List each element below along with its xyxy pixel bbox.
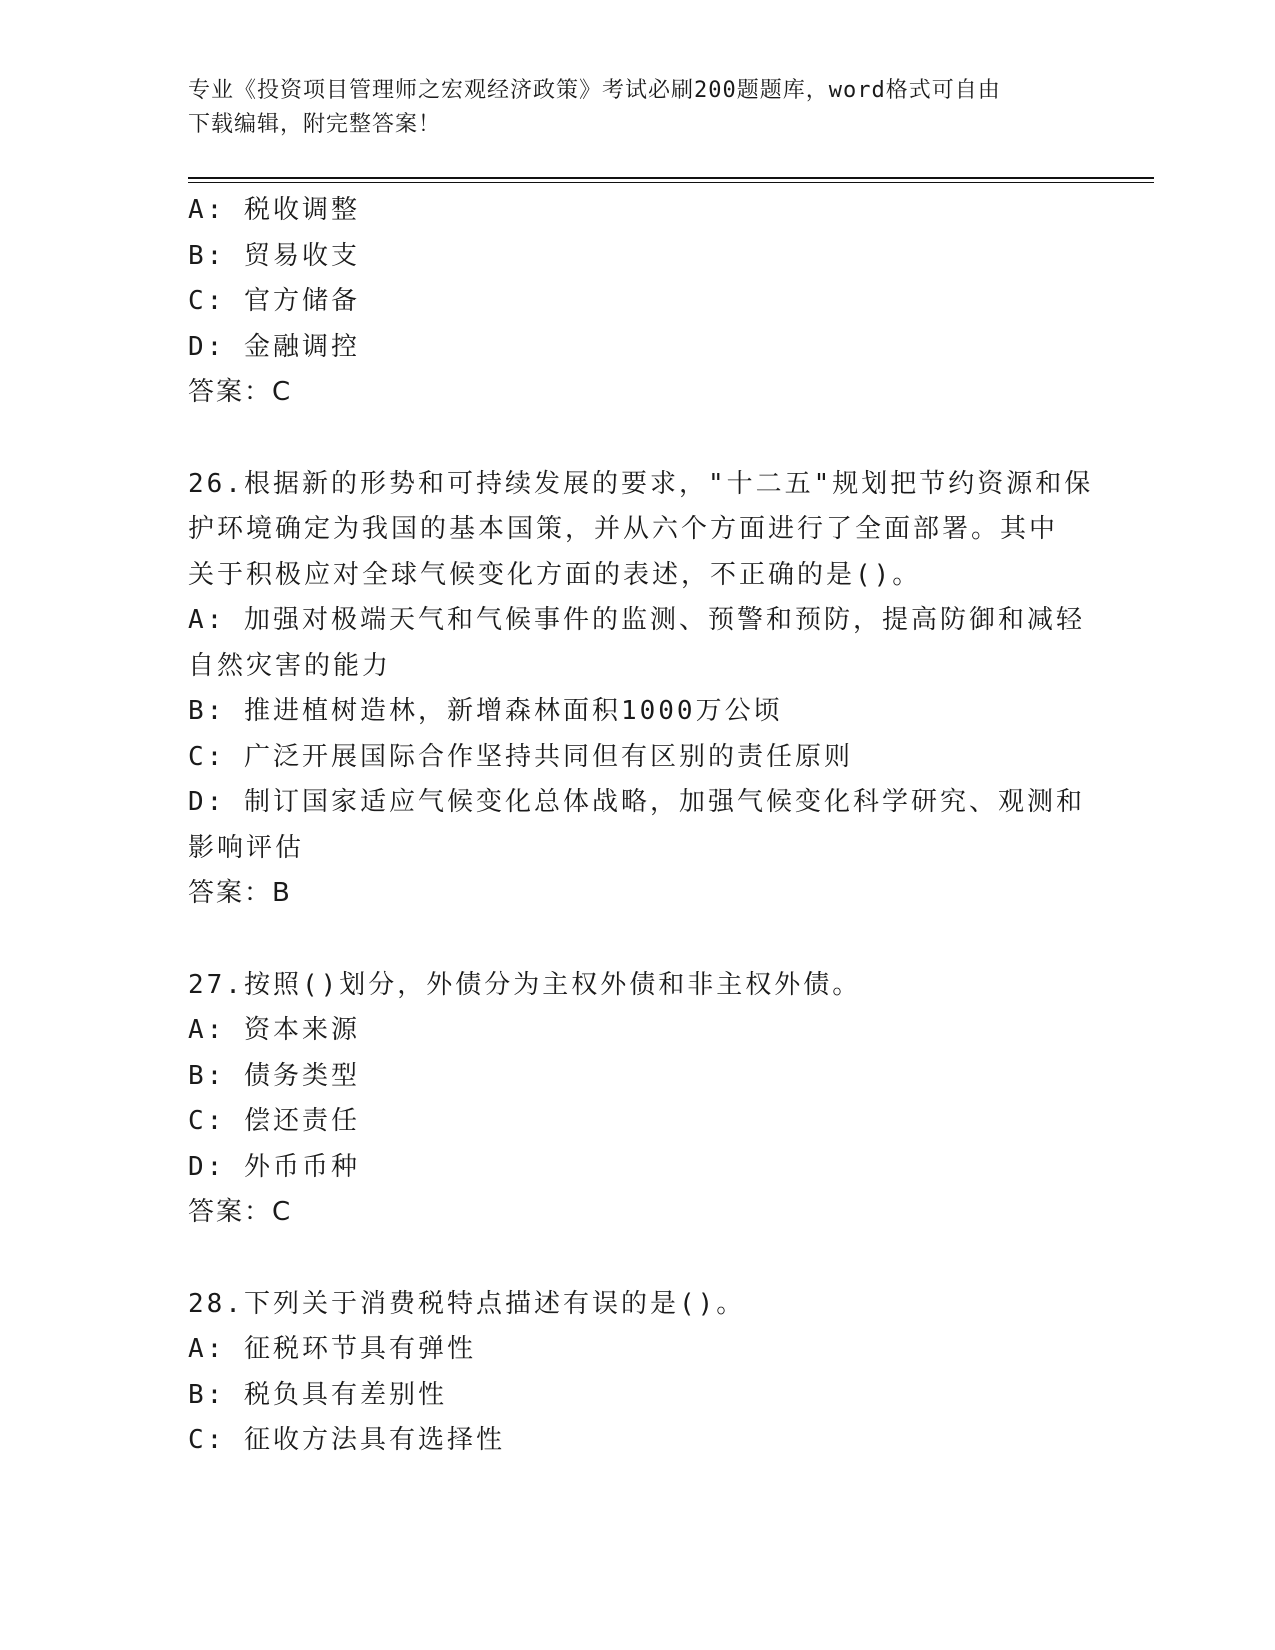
answer-line: 答案：B [188,878,292,908]
question-stem-line: 26.根据新的形势和可持续发展的要求，"十二五"规划把节约资源和保 [188,468,1094,499]
question-stem-line: 28.下列关于消费税特点描述有误的是()。 [188,1288,746,1319]
question-28 [188,1282,1088,1464]
header-divider-thick [188,177,1154,179]
option-a: A: 资本来源 [188,1015,360,1045]
question-stem-line: 护环境确定为我国的基本国策，并从六个方面进行了全面部署。其中 [188,514,1059,544]
option-c: C: 官方储备 [188,286,360,316]
answer-line: 答案：C [188,377,293,407]
option-d-continued: 影响评估 [188,832,305,863]
option-d: D: 制订国家适应气候变化总体战略，加强气候变化科学研究、观测和 [188,787,1085,817]
question-stem-line: 27.按照()划分，外债分为主权外债和非主权外债。 [188,969,862,1000]
answer-line: 答案：C [188,1197,293,1227]
question-stem-line: 关于积极应对全球气候变化方面的表述，不正确的是()。 [188,559,922,590]
option-a: A: 税收调整 [188,195,360,225]
header-divider-thin [188,182,1154,183]
option-c: C: 征收方法具有选择性 [188,1425,505,1455]
option-d: D: 金融调控 [188,331,360,362]
option-b: B: 推进植树造林，新增森林面积1000万公顷 [188,696,783,726]
option-b: B: 税负具有差别性 [188,1379,447,1410]
header-line-2: 下载编辑，附完整答案！ [188,112,442,137]
question-content [188,188,1094,1464]
option-b: B: 贸易收支 [188,240,360,271]
question-25-options [188,188,1088,416]
header-line-1: 专业《投资项目管理师之宏观经济政策》考试必刷200题题库，word格式可自由 [188,78,1001,103]
option-c: C: 偿还责任 [188,1106,360,1136]
option-a: A: 加强对极端天气和气候事件的监测、预警和预防，提高防御和减轻 [188,605,1085,635]
option-b: B: 债务类型 [188,1060,360,1091]
option-c: C: 广泛开展国际合作坚持共同但有区别的责任原则 [188,741,853,772]
question-26 [188,462,1094,917]
option-d: D: 外币币种 [188,1151,360,1182]
document-header [188,74,1088,142]
question-27 [188,963,1088,1236]
option-a-continued: 自然灾害的能力 [188,650,392,681]
option-a: A: 征税环节具有弹性 [188,1334,476,1364]
